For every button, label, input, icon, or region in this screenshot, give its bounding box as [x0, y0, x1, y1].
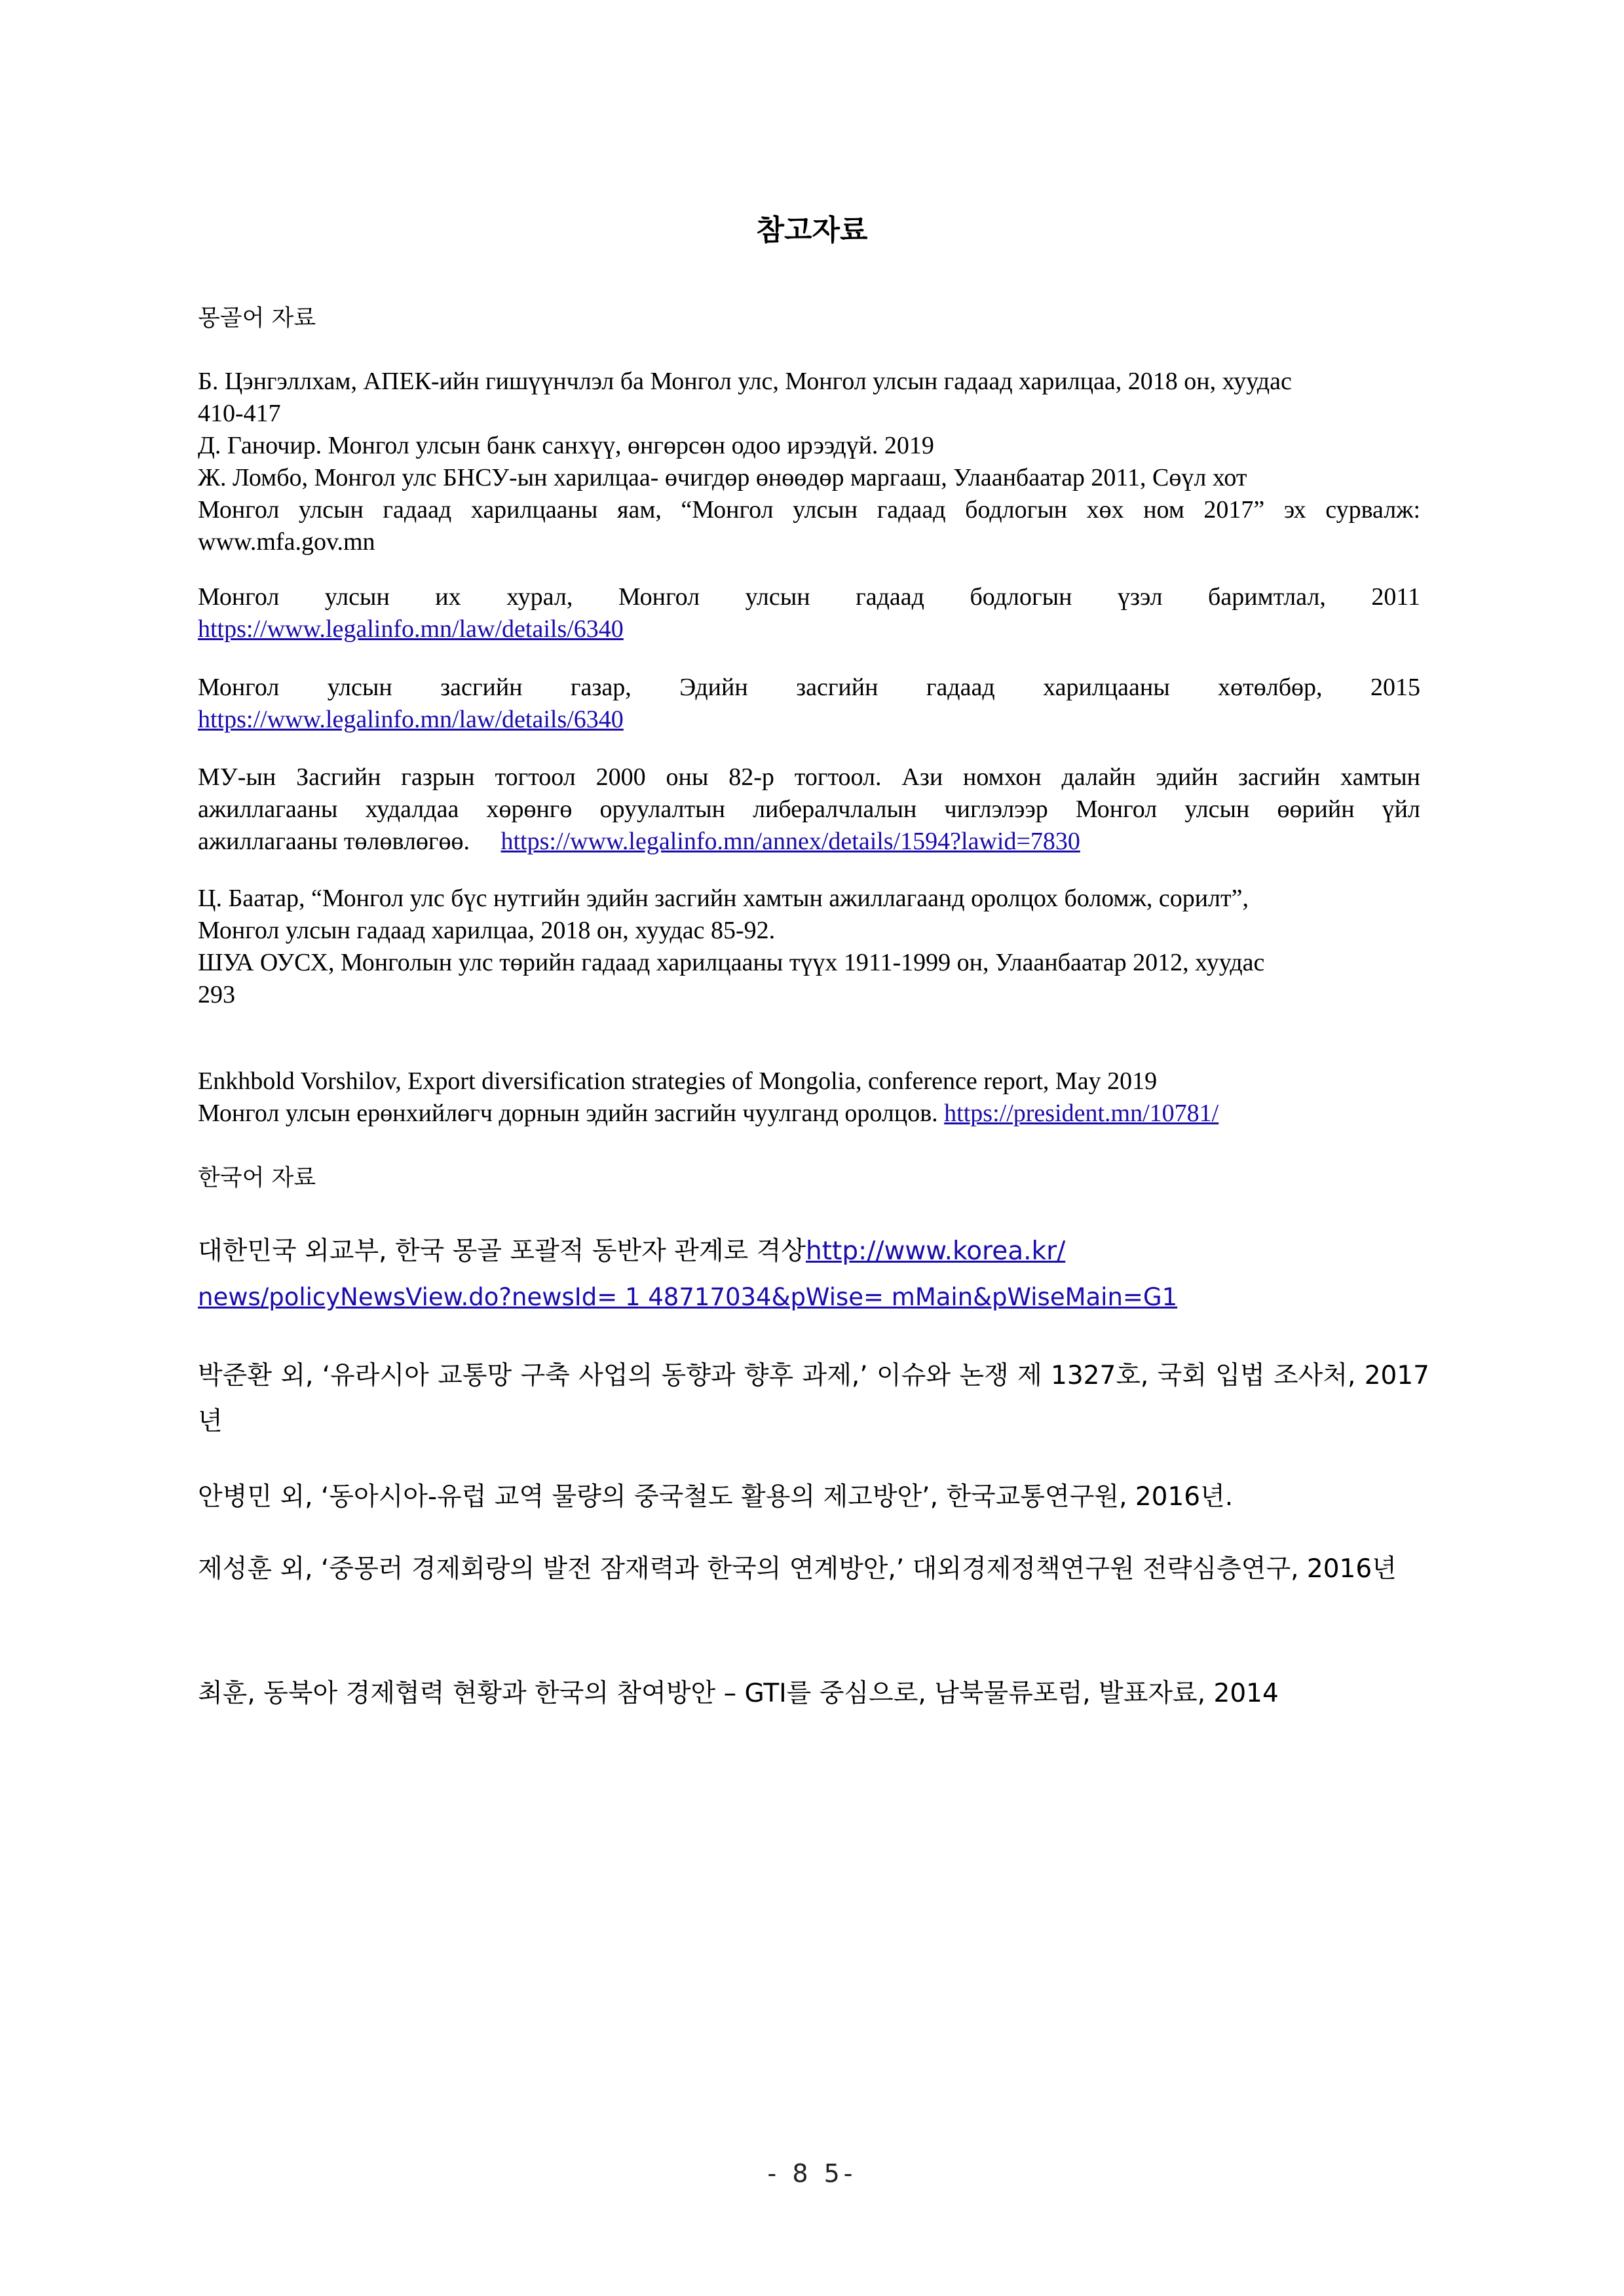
reference-text: МУ-ын Засгийн газрын тогтоол 2000 оны 82-р тогтоол. Ази номхон далайн эдийн засгийн хамтын: [198, 763, 1420, 791]
reference-link[interactable]: https://www.legalinfo.mn/law/details/6340: [198, 706, 624, 733]
reference-link[interactable]: https://www.legalinfo.mn/annex/details/1594?lawid=7830: [500, 828, 1080, 855]
reference-text: Монгол улсын засгийн газар, Эдийн засгийн гадаад харилцааны хөтөлбөр, 2015: [198, 674, 1420, 701]
reference-text: ажиллагааны төлөвлөгөө.: [198, 828, 470, 855]
reference-text: Enkhbold Vorshilov, Export diversification strategies of Mongolia, conference report, May 2019: [198, 1067, 1158, 1095]
reference-text: Б. Цэнгэллхам, АПЕК-ийн гишүүнчлэл ба Монгол улс, Монгол улсын гадаад харилцаа, 2018 он, хуудас: [198, 368, 1292, 395]
reference-item: [198, 366, 1420, 558]
reference-item: [198, 883, 1420, 1011]
reference-text: Монгол улсын гадаад харилцаа, 2018 он, хуудас 85-92.: [198, 917, 776, 944]
reference-text: 410-417: [198, 400, 281, 427]
reference-text: Ж. Ломбо, Монгол улс БНСУ-ын харилцаа- өчигдөр өнөөдөр маргааш, Улаанбаатар 2011, Сөүл хот: [198, 464, 1247, 491]
reference-text: 293: [198, 981, 235, 1008]
section-heading-korean: 한국어 자료: [198, 1165, 316, 1191]
reference-item: 안병민 외, ‘동아시아-유럽 교역 물량의 중국철도 활용의 제고방안’, 한국교통연구원, 2016년.: [198, 1482, 1234, 1512]
reference-item: [198, 672, 1420, 736]
reference-text: 대한민국 외교부, 한국 몽골 포괄적 동반자 관계로 격상: [198, 1236, 806, 1266]
reference-text: Д. Ганочир. Монгол улсын банк санхүү, өнгөрсөн одоо ирээдүй. 2019: [198, 432, 934, 459]
reference-item: [198, 1229, 1429, 1320]
reference-text: Ц. Баатар, “Монгол улс бүс нутгийн эдийн засгийн хамтын ажиллагаанд оролцох боломж, сорилт”,: [198, 885, 1249, 912]
reference-text: ажиллагааны худалдаа хөрөнгө оруулалтын либералчлалын чиглэлээр Монгол улсын өөрийн үйл: [198, 795, 1420, 823]
reference-text: Монгол улсын гадаад харилцааны яам, “Монгол улсын гадаад бодлогын хөх ном 2017” эх сурвалж:: [198, 496, 1420, 524]
reference-link[interactable]: http://www.korea.kr/: [806, 1236, 1066, 1266]
reference-item: [198, 761, 1420, 858]
page-title: 참고자료: [756, 214, 868, 247]
reference-item: 제성훈 외, ‘중몽러 경제회랑의 발전 잠재력과 한국의 연계방안,’ 대외경제정책연구원 전략심층연구, 2016년: [198, 1554, 1397, 1584]
reference-text: Монгол улсын ерөнхийлөгч дорнын эдийн засгийн чуулганд оролцов.: [198, 1100, 938, 1127]
reference-link[interactable]: news/policyNewsView.do?newsId= 1 48717034&pWise= mMain&pWiseMain=G1: [198, 1283, 1178, 1311]
reference-text: Монгол улсын их хурал, Монгол улсын гадаад бодлогын үзэл баримтлал, 2011: [198, 583, 1420, 611]
page-number: - 8 5-: [767, 2159, 857, 2188]
reference-text: www.mfa.gov.mn: [198, 528, 375, 556]
reference-text: ШУА ОУСХ, Монголын улс төрийн гадаад харилцааны түүх 1911-1999 он, Улаанбаатар 2012, хуудас: [198, 949, 1265, 976]
reference-item: 박준환 외, ‘유라시아 교통망 구축 사업의 동향과 향후 과제,’ 이슈와 논쟁 제 1327호, 국회 입법 조사처, 2017년: [198, 1361, 1429, 1436]
section-heading-mongolian: 몽골어 자료: [198, 305, 316, 332]
reference-item: [198, 1065, 1420, 1130]
reference-link[interactable]: https://www.legalinfo.mn/law/details/6340: [198, 615, 624, 643]
reference-item: [198, 581, 1420, 645]
reference-item: 최훈, 동북아 경제협력 현황과 한국의 참여방안 – GTI를 중심으로, 남북물류포럼, 발표자료, 2014: [198, 1679, 1279, 1708]
reference-link[interactable]: https://president.mn/10781/: [944, 1100, 1219, 1127]
